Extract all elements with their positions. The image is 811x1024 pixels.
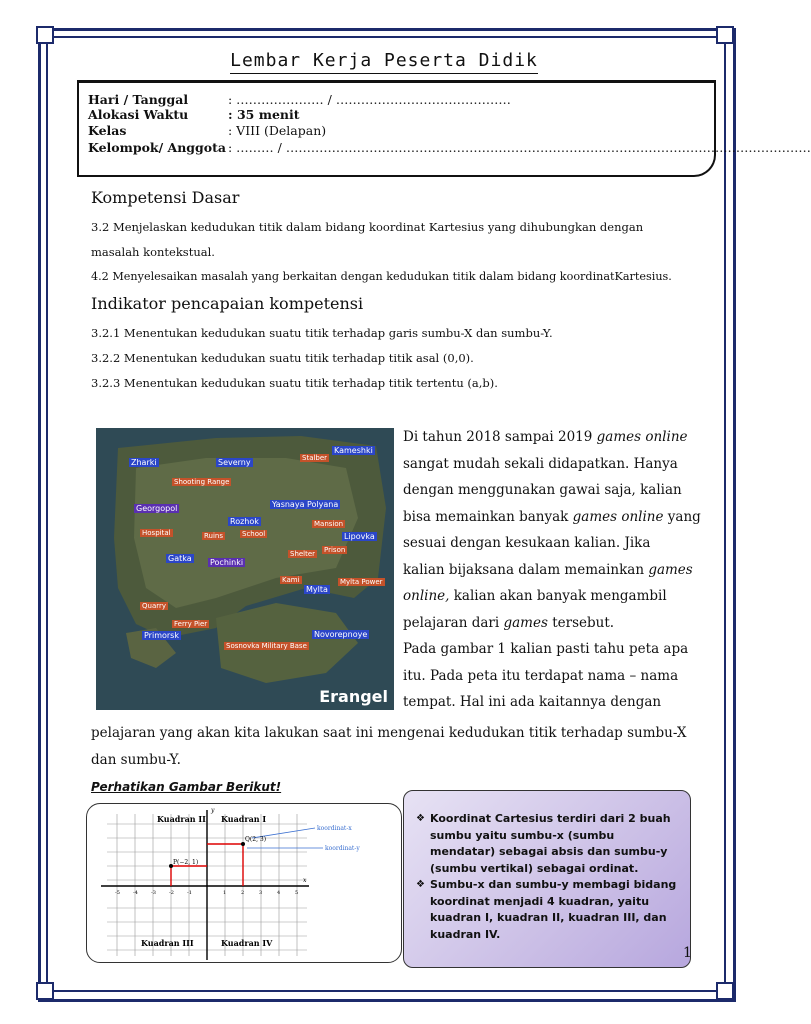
ipk-heading: Indikator pencapaian kompetensi [91, 294, 364, 313]
frame-corner [36, 982, 54, 1000]
map-label: Shelter [290, 550, 316, 558]
x-tick-label: -5 [115, 890, 120, 896]
note-item: ❖ Koordinat Cartesius terdiri dari 2 buah sumbu yaitu sumbu-x (sumbu mendatar) sebagai absis dan sumbu-y (sumbu vertikal) sebagai ordinat. [404, 811, 680, 877]
map-label: Hospital [142, 529, 171, 537]
page-number: 1 [683, 945, 692, 961]
ipk-item-2: 3.2.2 Menentukan kedudukan suatu titik terhadap titik asal (0,0). [91, 351, 474, 365]
x-tick-label: 1 [223, 890, 227, 896]
map-label: Ruins [204, 532, 224, 540]
x-tick-label: 2 [241, 890, 245, 896]
ipk-item-3: 3.2.3 Menentukan kedudukan suatu titik terhadap titik tertentu (a,b). [91, 376, 498, 390]
x-axis-label: x [303, 877, 307, 884]
map-label: Sosnovka Military Base [226, 642, 307, 650]
map-label: Severny [218, 458, 251, 467]
frame-corner [36, 26, 54, 44]
map-label: Mansion [314, 520, 344, 528]
frame-corner [716, 982, 734, 1000]
map-label: Kami [282, 576, 300, 584]
quadrant-3-label: Kuadran III [141, 938, 194, 948]
map-label: Kameshki [334, 446, 373, 455]
info-label-class: Kelas [88, 123, 127, 138]
map-label: Rozhok [230, 517, 259, 526]
cartesian-graph-svg [87, 804, 401, 962]
map-label: Primorsk [144, 631, 179, 640]
map-label: Ferry Pier [174, 620, 208, 628]
figure-heading: Perhatikan Gambar Berikut! [91, 780, 282, 794]
x-tick-label: 5 [295, 890, 299, 896]
cartesius-notes [403, 790, 691, 968]
x-tick-label: -4 [133, 890, 138, 896]
info-value-date[interactable]: : ………………… / …………………………………… [228, 92, 511, 107]
story-paragraph-cont: pelajaran yang akan kita lakukan saat ini mengenai kedudukan titik terhadap sumbu-X dan sumbu-Y. [91, 725, 687, 768]
map-label: Stalber [302, 454, 328, 462]
info-value-time: : 35 menit [228, 107, 300, 122]
y-axis-label: y [211, 807, 215, 814]
map-label: Mylta Power [340, 578, 383, 586]
map-label: Yasnaya Polyana [272, 500, 339, 509]
x-tick-label: 4 [277, 890, 281, 896]
map-label: Gatka [168, 554, 192, 563]
note-item: ❖ Sumbu-x dan sumbu-y membagi bidang koordinat menjadi 4 kuadran, yaitu kuadran I, kuadran II, kuadran III, dan kuadran IV. [404, 877, 680, 943]
ipk-item-1: 3.2.1 Menentukan kedudukan suatu titik terhadap garis sumbu-X dan sumbu-Y. [91, 326, 553, 340]
map-label: School [242, 530, 266, 538]
map-label: Prison [324, 546, 346, 554]
point-p-label: P(−2, 1) [173, 859, 199, 866]
x-tick-label: -1 [187, 890, 192, 896]
x-tick-label: -3 [151, 890, 156, 896]
map-label: Zharki [131, 458, 157, 467]
kd-item-1-cont: masalah kontekstual. [91, 245, 215, 259]
info-label-group: Kelompok/ Anggota [88, 140, 226, 155]
info-value-group[interactable]: : ……… / ……………………………………………………………………………………………………………… [228, 140, 811, 155]
kd-heading: Kompetensi Dasar [91, 188, 240, 207]
point-q-label: Q(2, 3) [245, 836, 267, 843]
info-label-date: Hari / Tanggal [88, 92, 189, 107]
map-label: Shooting Range [174, 478, 230, 486]
info-value-class: : VIII (Delapan) [228, 123, 327, 138]
info-label-time: Alokasi Waktu [88, 107, 189, 122]
erangel-map [96, 428, 394, 710]
quadrant-4-label: Kuadran IV [221, 938, 273, 948]
map-label: Georgopol [136, 504, 178, 513]
page-title: Lembar Kerja Peserta Didik [0, 50, 768, 71]
quadrant-1-label: Kuadran I [221, 814, 267, 824]
map-label: Lipovka [344, 532, 375, 541]
kd-item-1: 3.2 Menjelaskan kedudukan titik dalam bidang koordinat Kartesius yang dihubungkan dengan [91, 220, 644, 234]
map-label: Pochinki [210, 558, 244, 567]
map-label: Mylta [306, 585, 328, 594]
map-label: Novorepnoye [314, 630, 368, 639]
kd-item-2: 4.2 Menyelesaikan masalah yang berkaitan dengan kedudukan titik dalam bidang koordinatKartesius. [91, 270, 672, 283]
quadrant-2-label: Kuadran II [157, 814, 206, 824]
x-tick-label: 3 [259, 890, 263, 896]
cartesian-graph [86, 803, 402, 963]
legend-x-label: koordinat-x [317, 825, 352, 832]
legend-y-label: koordinat-y [325, 845, 360, 852]
map-terrain [96, 428, 394, 710]
map-title: Erangel [319, 687, 388, 706]
x-tick-label: -2 [169, 890, 174, 896]
map-label: Quarry [142, 602, 167, 610]
story-paragraph: Di tahun 2018 sampai 2019 games online sangat mudah sekali didapatkan. Hanya dengan menggunakan gawai saja, kalian bisa memainkan banyak games online yang sesuai dengan kesukaan kalian. Jika kalian bijaksana dalam memainkan games online, kalian akan banyak mengambil pelajaran dari games tersebut. Pada gambar 1 kalian pasti tahu peta apa itu. Pada peta itu terdapat nama – nama tempat. Hal ini ada kaitannya dengan [403, 429, 701, 710]
frame-corner [716, 26, 734, 44]
